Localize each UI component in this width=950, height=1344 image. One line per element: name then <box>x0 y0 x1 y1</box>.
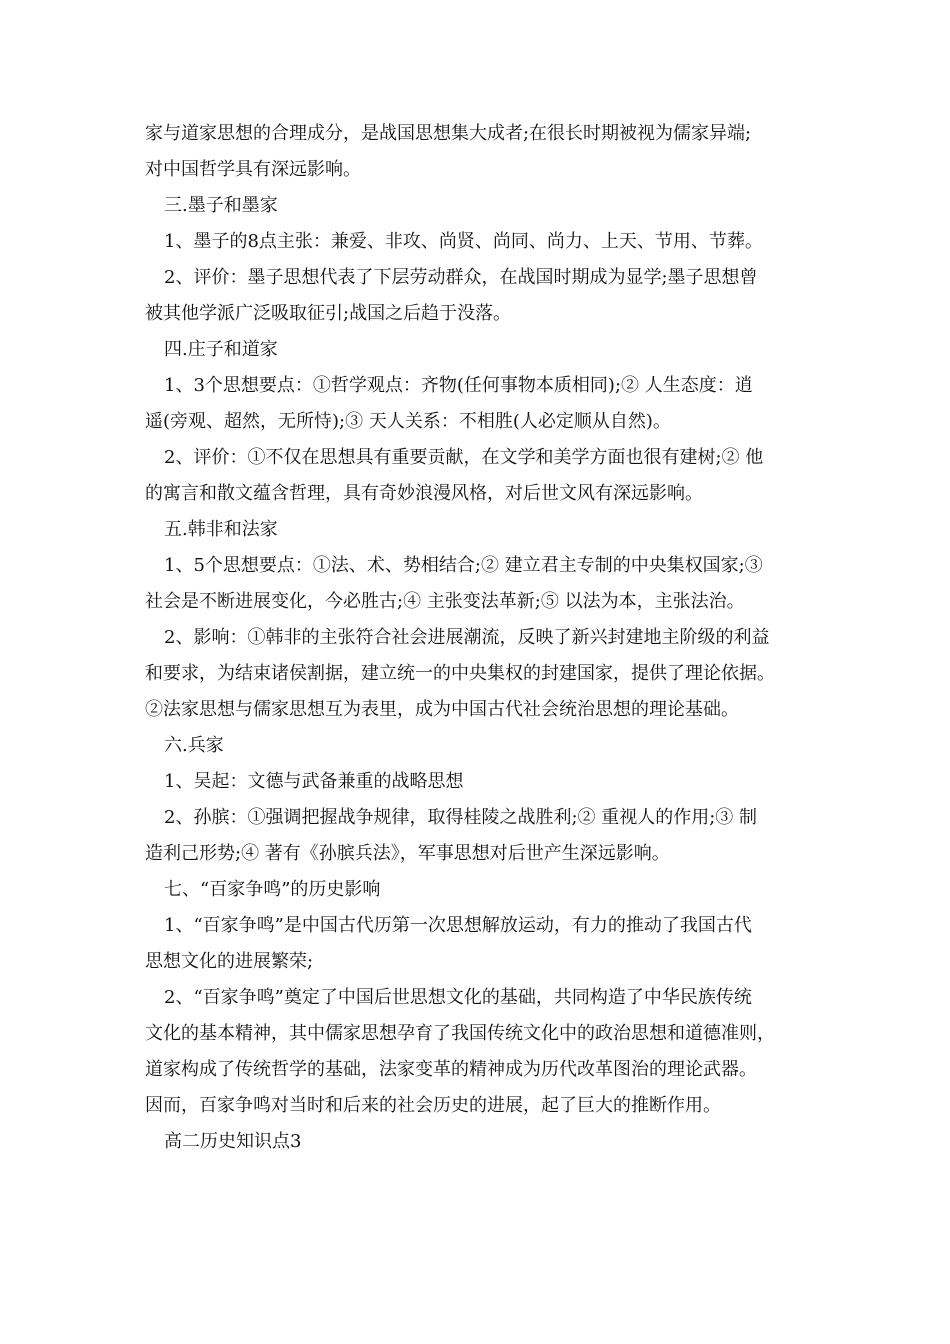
text-line: 2、评价：①不仅在思想具有重要贡献，在文学和美学方面也很有建树;② 他 <box>164 447 764 468</box>
section-heading: 四.庄子和道家 <box>164 339 278 360</box>
section-heading: 六.兵家 <box>164 735 224 756</box>
text-line: 对中国哲学具有深远影响。 <box>145 159 361 180</box>
text-line: 1、5个思想要点：①法、术、势相结合;② 建立君主专制的中央集权国家;③ <box>164 555 763 576</box>
section-heading: 高二历史知识点3 <box>164 1131 302 1152</box>
text-line: 思想文化的进展繁荣; <box>145 951 314 972</box>
text-line: 2、“百家争鸣”奠定了中国后世思想文化的基础，共同构造了中华民族传统 <box>164 987 752 1008</box>
text-line: ②法家思想与儒家思想互为表里，成为中国古代社会统治思想的理论基础。 <box>145 699 739 720</box>
text-line: 文化的基本精神，其中儒家思想孕育了我国传统文化中的政治思想和道德准则， <box>145 1023 775 1044</box>
text-line: 的寓言和散文蕴含哲理，具有奇妙浪漫风格，对后世文风有深远影响。 <box>145 483 703 504</box>
text-line: 1、“百家争鸣”是中国古代历第一次思想解放运动，有力的推动了我国古代 <box>164 915 752 936</box>
text-line: 和要求，为结束诸侯割据，建立统一的中央集权的封建国家，提供了理论依据。 <box>145 663 775 684</box>
text-line: 道家构成了传统哲学的基础，法家变革的精神成为历代改革图治的理论武器。 <box>145 1059 757 1080</box>
text-line: 1、3个思想要点：①哲学观点：齐物(任何事物本质相同);② 人生态度：逍 <box>164 375 753 396</box>
text-line: 造利己形势;④ 著有《孙膑兵法》，军事思想对后世产生深远影响。 <box>145 843 670 864</box>
text-line: 因而，百家争鸣对当时和后来的社会历史的进展，起了巨大的推断作用。 <box>145 1095 721 1116</box>
text-line: 2、影响：①韩非的主张符合社会进展潮流，反映了新兴封建地主阶级的利益 <box>164 627 770 648</box>
text-line: 1、墨子的8点主张：兼爱、非攻、尚贤、尚同、尚力、上天、节用、节葬。 <box>164 231 763 252</box>
text-line: 遥(旁观、超然，无所恃);③ 天人关系：不相胜(人必定顺从自然)。 <box>145 411 671 432</box>
text-line: 被其他学派广泛吸取征引;战国之后趋于没落。 <box>145 303 512 324</box>
text-line: 1、吴起：文德与武备兼重的战略思想 <box>164 771 464 792</box>
section-heading: 三.墨子和墨家 <box>164 195 278 216</box>
text-line: 家与道家思想的合理成分，是战国思想集大成者;在很长时期被视为儒家异端; <box>145 123 752 144</box>
text-line: 2、评价：墨子思想代表了下层劳动群众，在战国时期成为显学;墨子思想曾 <box>164 267 758 288</box>
section-heading: 七、“百家争鸣”的历史影响 <box>164 879 381 900</box>
text-line: 社会是不断进展变化，今必胜古;④ 主张变法革新;⑤ 以法为本，主张法治。 <box>145 591 745 612</box>
section-heading: 五.韩非和法家 <box>164 519 278 540</box>
text-line: 2、孙膑：①强调把握战争规律，取得桂陵之战胜利;② 重视人的作用;③ 制 <box>164 807 758 828</box>
